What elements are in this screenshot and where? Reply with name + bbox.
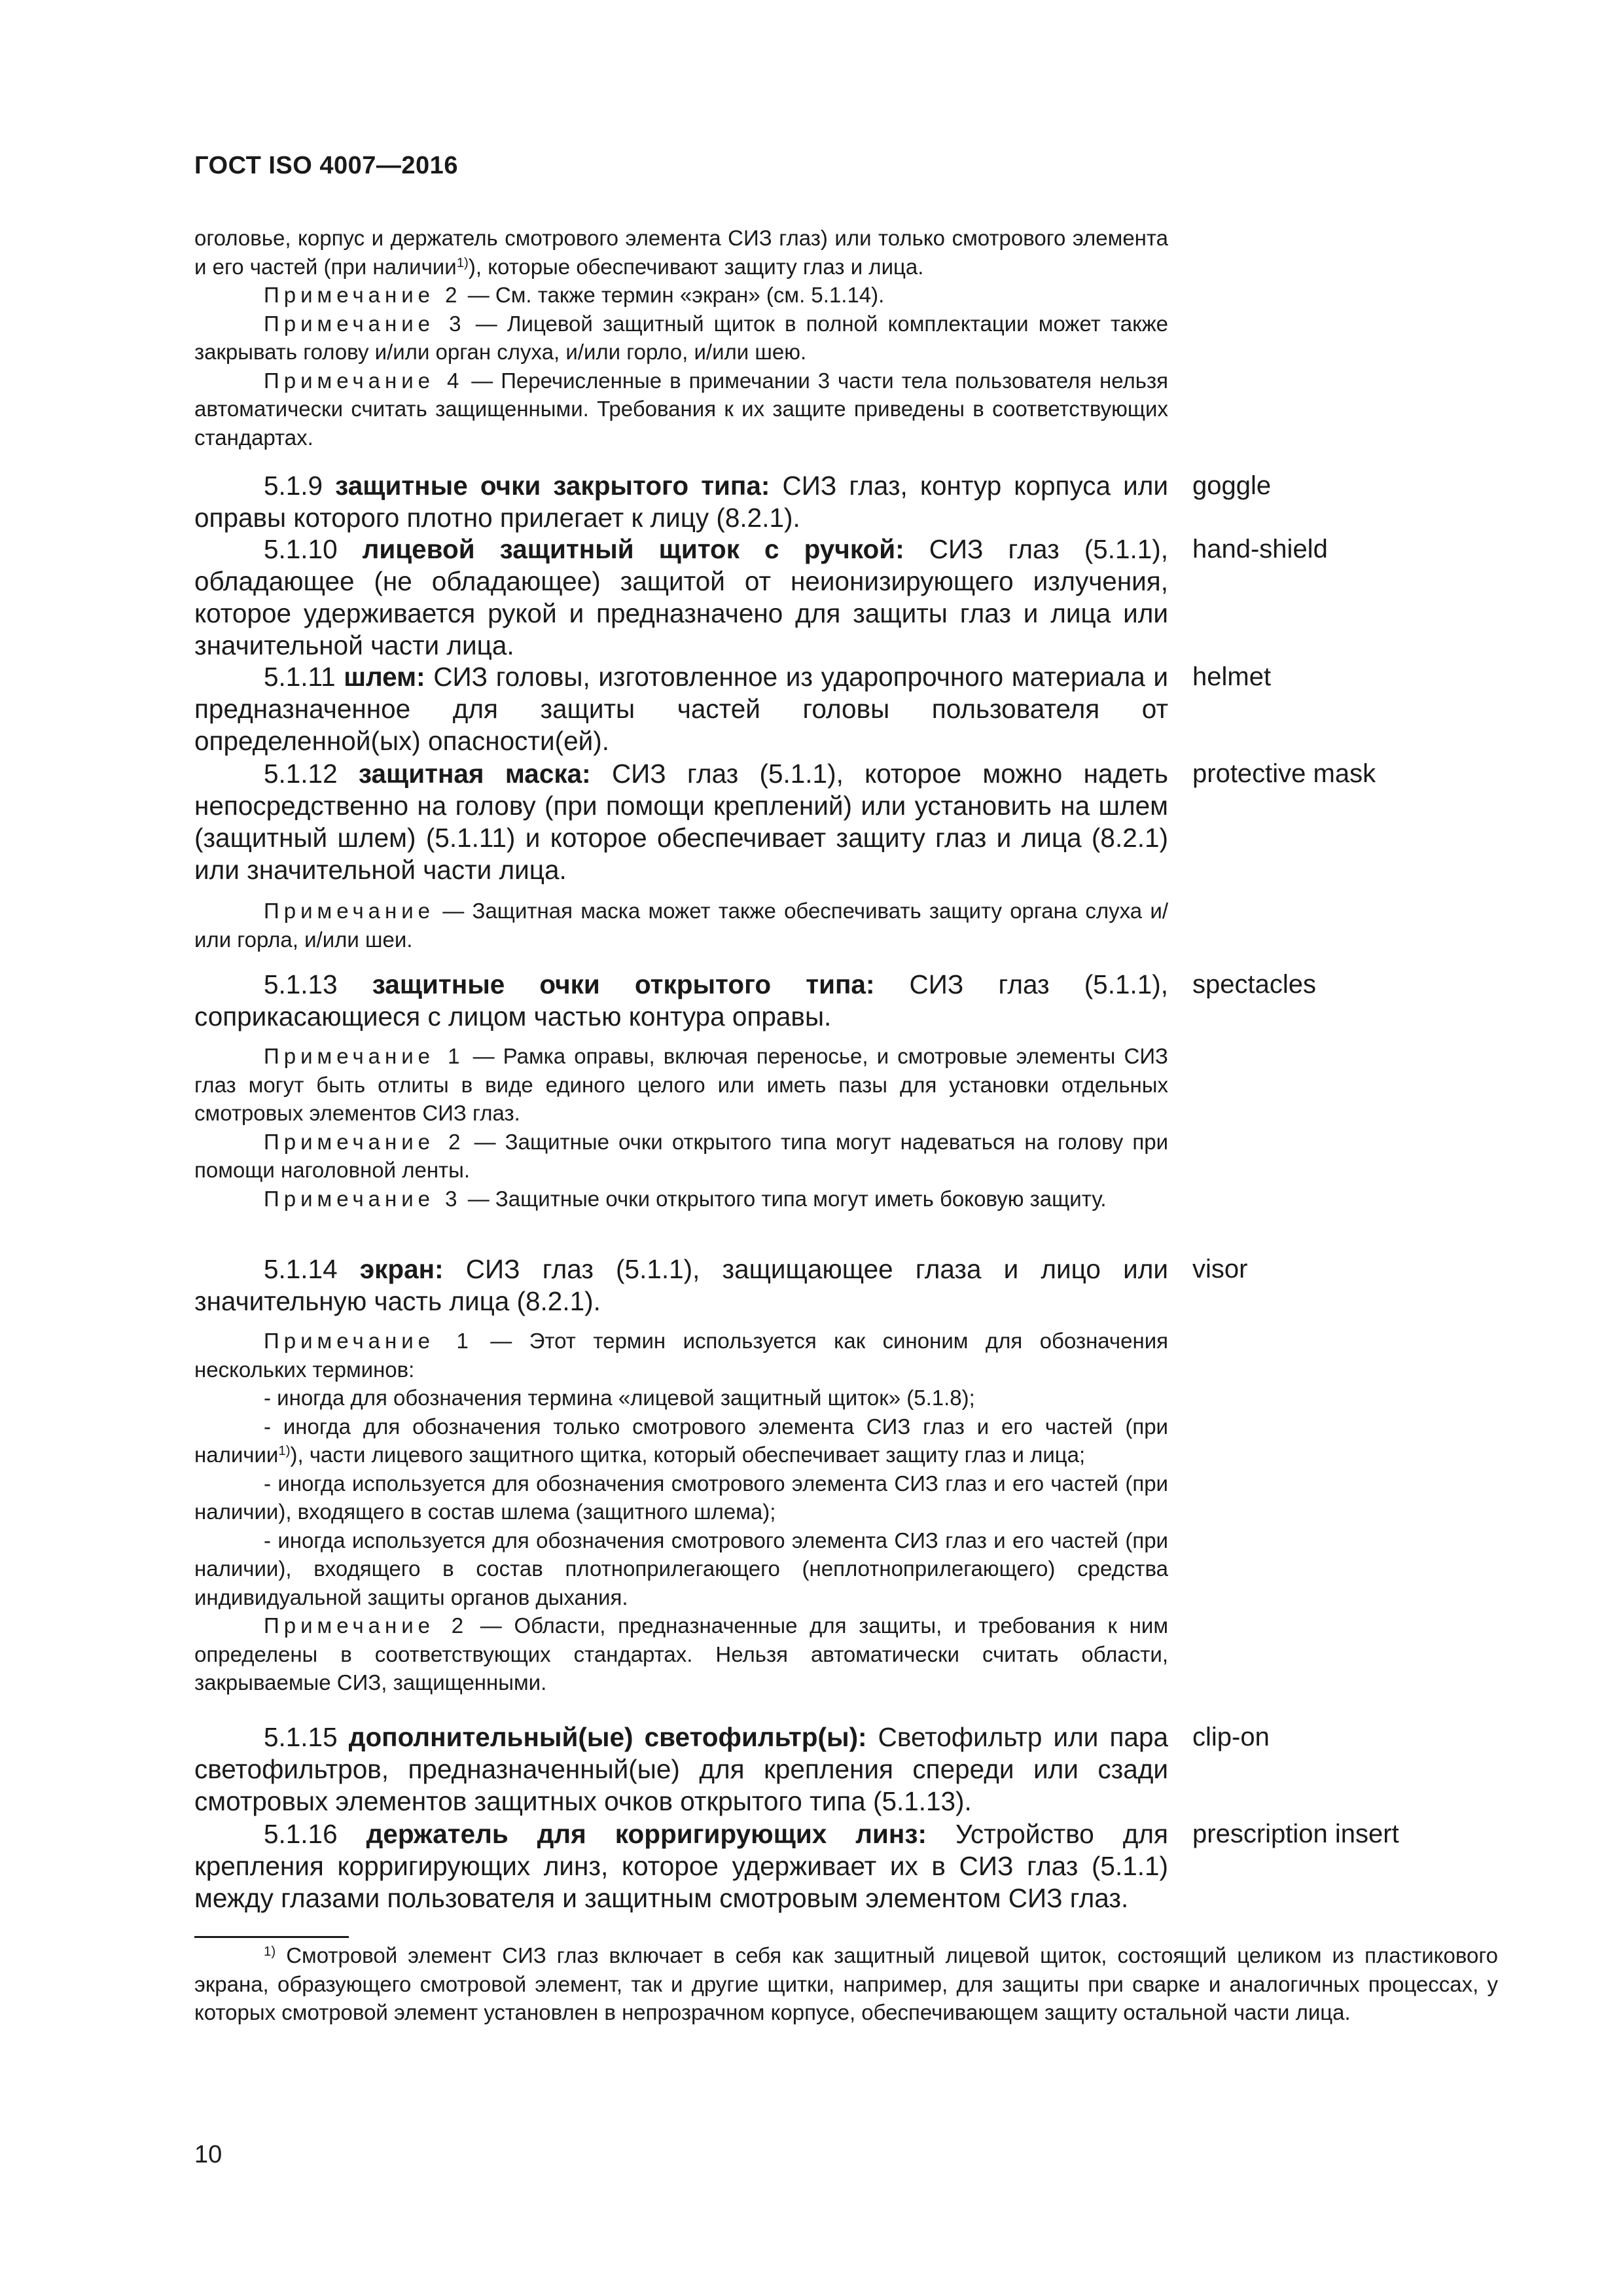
- term-name: лицевой защитный щиток с ручкой:: [362, 534, 904, 564]
- term-english-protective-mask: protective mask: [1192, 759, 1376, 788]
- list-item: - иногда для обозначения термина «лицевой защитный щиток» (5.1.8);: [264, 1386, 975, 1410]
- footnote-mark: 1): [264, 1943, 276, 1959]
- term-english-visor: visor: [1192, 1255, 1248, 1283]
- term-english-spectacles: spectacles: [1192, 970, 1316, 999]
- footnote-ref[interactable]: 1): [456, 255, 469, 270]
- term-definition: 5.1.15 дополнительный(ые) светофильтр(ы): Светофильтр или пара светофильтров, предназначенный(ые) для крепления спереди или сзади смотровых элементов защитных очков открытого типа (5.1.13).: [194, 1722, 1168, 1816]
- term-english-helmet: helmet: [1192, 662, 1272, 691]
- term-5-1-10: [194, 533, 1168, 662]
- intro-note-4: Примечание 4 — Перечисленные в примечании 3 части тела пользователя нельзя автоматически считать защищенными. Требования к их защите приведены в соответствующих стандартах.: [194, 368, 1169, 450]
- note: Примечание — Защитная маска может также обеспечивать защиту органа слуха и/или горла, и/или шеи.: [194, 899, 1168, 952]
- term-5-1-13-notes: [194, 1042, 1168, 1213]
- page-number: 10: [194, 2141, 223, 2168]
- term-5-1-12: [194, 758, 1168, 886]
- term-definition: 5.1.14 экран: СИЗ глаз (5.1.1), защищающее глаза и лицо или значительную часть лица (8.2.1).: [194, 1254, 1168, 1316]
- intro-paragraph: оголовье, корпус и держатель смотрового элемента СИЗ глаз) или только смотрового элемента и его частей (при наличии$^{1)}$), которые обеспечивают защиту глаз и лица.: [194, 226, 1168, 279]
- list-item: - иногда используется для обозначения смотрового элемента СИЗ глаз и его частей (при наличии), входящего в состав плотноприлегающего (неплотноприлегающего) средства индивидуальной защиты органов дыхания.: [194, 1528, 1168, 1609]
- term-5-1-12-note: [194, 897, 1168, 954]
- term-5-1-13: [194, 969, 1168, 1033]
- term-name: защитная маска:: [358, 759, 591, 789]
- note-2: Примечание 2 — Защитные очки открытого типа могут надеваться на голову при помощи наголовной ленты.: [194, 1129, 1169, 1182]
- list-item: - иногда используется для обозначения смотрового элемента СИЗ глаз и его частей (при наличии), входящего в состав шлема (защитного шлема);: [194, 1471, 1168, 1524]
- term-english-goggle: goggle: [1192, 471, 1272, 500]
- term-definition: 5.1.9 защитные очки закрытого типа: СИЗ глаз, контур корпуса или оправы которого плотно прилегает к лицу (8.2.1).: [194, 471, 1168, 533]
- term-5-1-9: [194, 470, 1168, 534]
- term-name: держатель для корригирующих линз:: [366, 1819, 927, 1849]
- document-header: ГОСТ ISO 4007—2016: [194, 152, 458, 179]
- term-5-1-14: [194, 1253, 1168, 1318]
- term-definition: 5.1.10 лицевой защитный щиток с ручкой: СИЗ глаз (5.1.1), обладающее (не обладающее) защитой от неионизирующего излучения, которое удерживается рукой и предназначено для защиты глаз и лица или значительной части лица.: [194, 534, 1168, 660]
- intro-block: [194, 224, 1168, 452]
- footnote-text: $^{1)}$ Смотровой элемент СИЗ глаз включает в себя как защитный лицевой щиток, состоящий целиком из пластикового экрана, образующего смотровой элемент, так и другие щитки, например, для защиты при сварке и аналогичных процессах, у которых смотровой элемент установлен в непрозрачном корпусе, обеспечивающем защиту остальной части лица.: [194, 1943, 1499, 2024]
- term-name: экран:: [359, 1254, 444, 1284]
- intro-note-2: Примечание 2 — См. также термин «экран» (см. 5.1.14).: [264, 283, 885, 307]
- term-name: дополнительный(ые) светофильтр(ы):: [348, 1722, 867, 1752]
- term-5-1-15: [194, 1721, 1168, 1818]
- term-definition: 5.1.16 держатель для корригирующих линз: Устройство для крепления корригирующих линз, которое удерживает их в СИЗ глаз (5.1.1) между глазами пользователя и защитным смотровым элементом СИЗ глаз.: [194, 1819, 1168, 1913]
- note-1: Примечание 1 — Этот термин используется как синоним для обозначения нескольких терминов:: [194, 1329, 1168, 1382]
- term-english-hand-shield: hand-shield: [1192, 535, 1328, 564]
- footnote-divider: [194, 1936, 349, 1938]
- term-name: шлем:: [344, 662, 425, 692]
- term-definition: 5.1.12 защитная маска: СИЗ глаз (5.1.1), которое можно надеть непосредственно на голову (при помощи креплений) или установить на шлем (защитный шлем) (5.1.11) и которое обеспечивает защиту глаз и лица (8.2.1) или значительной части лица.: [194, 759, 1168, 885]
- term-5-1-14-notes: [194, 1327, 1168, 1697]
- note-3: Примечание 3 — Защитные очки открытого типа могут иметь боковую защиту.: [264, 1186, 1107, 1211]
- term-definition: 5.1.11 шлем: СИЗ головы, изготовленное из ударопрочного материала и предназначенное для защиты частей головы пользователя от определенной(ых) опасности(ей).: [194, 662, 1168, 756]
- list-item: - иногда для обозначения только смотрового элемента СИЗ глаз и его частей (при наличии$^{1)}$), части лицевого защитного щитка, который обеспечивает защиту глаз и лица;: [194, 1414, 1168, 1467]
- term-definition: 5.1.13 защитные очки открытого типа: СИЗ глаз (5.1.1), соприкасающиеся с лицом частью контура оправы.: [194, 969, 1168, 1031]
- footnote-ref[interactable]: 1): [278, 1443, 291, 1458]
- term-name: защитные очки закрытого типа:: [335, 471, 770, 501]
- note-1: Примечание 1 — Рамка оправы, включая переносье, и смотровые элементы СИЗ глаз могут быть отлиты в виде единого целого или иметь пазы для установки отдельных смотровых элементов СИЗ глаз.: [194, 1044, 1168, 1125]
- term-5-1-11: [194, 661, 1168, 757]
- note-2: Примечание 2 — Области, предназначенные для защиты, и требования к ним определены в соответствующих стандартах. Нельзя автоматически считать области, закрываемые СИЗ, защищенными.: [194, 1613, 1169, 1695]
- footnote: [194, 1941, 1498, 2027]
- intro-note-3: Примечание 3 — Лицевой защитный щиток в полной комплектации может также закрывать голову и/или орган слуха, и/или горло, и/или шею.: [194, 311, 1168, 364]
- term-5-1-16: [194, 1818, 1168, 1914]
- term-english-prescription-insert: prescription insert: [1192, 1820, 1399, 1848]
- term-english-clip-on: clip-on: [1192, 1723, 1270, 1751]
- term-name: защитные очки открытого типа:: [372, 969, 875, 999]
